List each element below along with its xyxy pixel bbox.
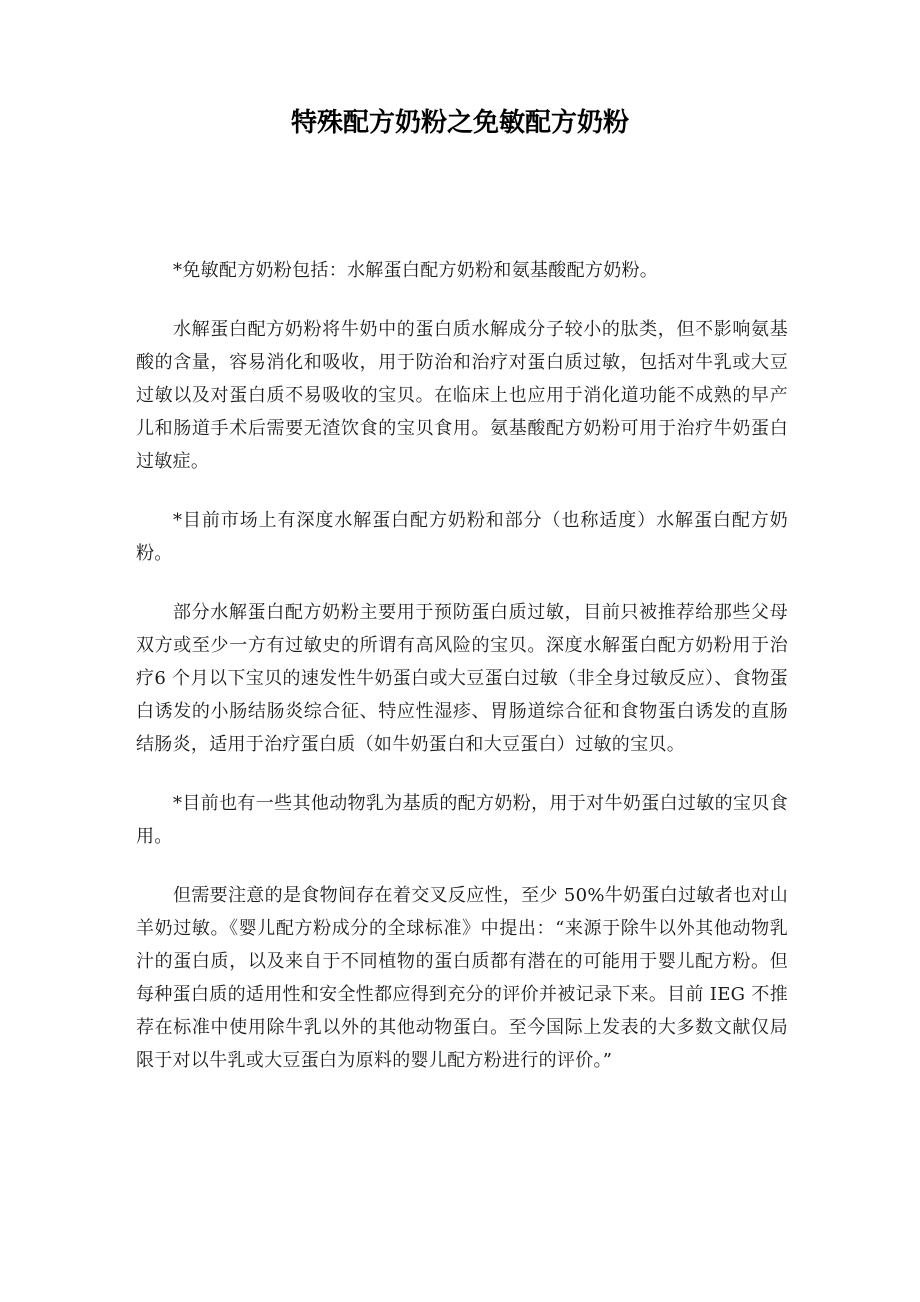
paragraph: 但需要注意的是食物间存在着交叉反应性，至少 50%牛奶蛋白过敏者也对山羊奶过敏。《婴儿配方粉成分的全球标准》中提出：“来源于除牛以外其他动物乳汁的蛋白质，以及来自于不同植物的蛋白质都有潜在的可能用于婴儿配方粉。但每种蛋白质的适用性和安全性都应得到充分的评价并被记录下来。目前 IEG 不推荐在标准中使用除牛乳以外的其他动物蛋白。至今国际上发表的大多数文献仅局限于对以牛乳或大豆蛋白为原料的婴儿配方粉进行的评价。” xyxy=(136,885,788,1071)
paragraph: *目前也有一些其他动物乳为基质的配方奶粉，用于对牛奶蛋白过敏的宝贝食用。 xyxy=(136,793,788,847)
paragraph: *免敏配方奶粉包括：水解蛋白配方奶粉和氨基酸配方奶粉。 xyxy=(173,260,659,281)
paragraph: *目前市场上有深度水解蛋白配方奶粉和部分（也称适度）水解蛋白配方奶粉。 xyxy=(136,510,788,564)
document-body xyxy=(136,254,788,1103)
paragraph: 水解蛋白配方奶粉将牛奶中的蛋白质水解成分子较小的肽类，但不影响氨基酸的含量，容易消化和吸收，用于防治和治疗对蛋白质过敏，包括对牛乳或大豆过敏以及对蛋白质不易吸收的宝贝。在临床上也应用于消化道功能不成熟的早产儿和肠道手术后需要无渣饮食的宝贝食用。氨基酸配方奶粉可用于治疗牛奶蛋白过敏症。 xyxy=(136,319,788,472)
paragraph: 部分水解蛋白配方奶粉主要用于预防蛋白质过敏，目前只被推荐给那些父母双方或至少一方有过敏史的所谓有高风险的宝贝。深度水解蛋白配方奶粉用于治疗6 个月以下宝贝的速发性牛奶蛋白或大豆蛋白过敏（非全身过敏反应）、食物蛋白诱发的小肠结肠炎综合征、特应性湿疹、胃肠道综合征和食物蛋白诱发的直肠结肠炎，适用于治疗蛋白质（如牛奶蛋白和大豆蛋白）过敏的宝贝。 xyxy=(136,602,788,755)
document-title: 特殊配方奶粉之免敏配方奶粉 xyxy=(290,108,629,138)
